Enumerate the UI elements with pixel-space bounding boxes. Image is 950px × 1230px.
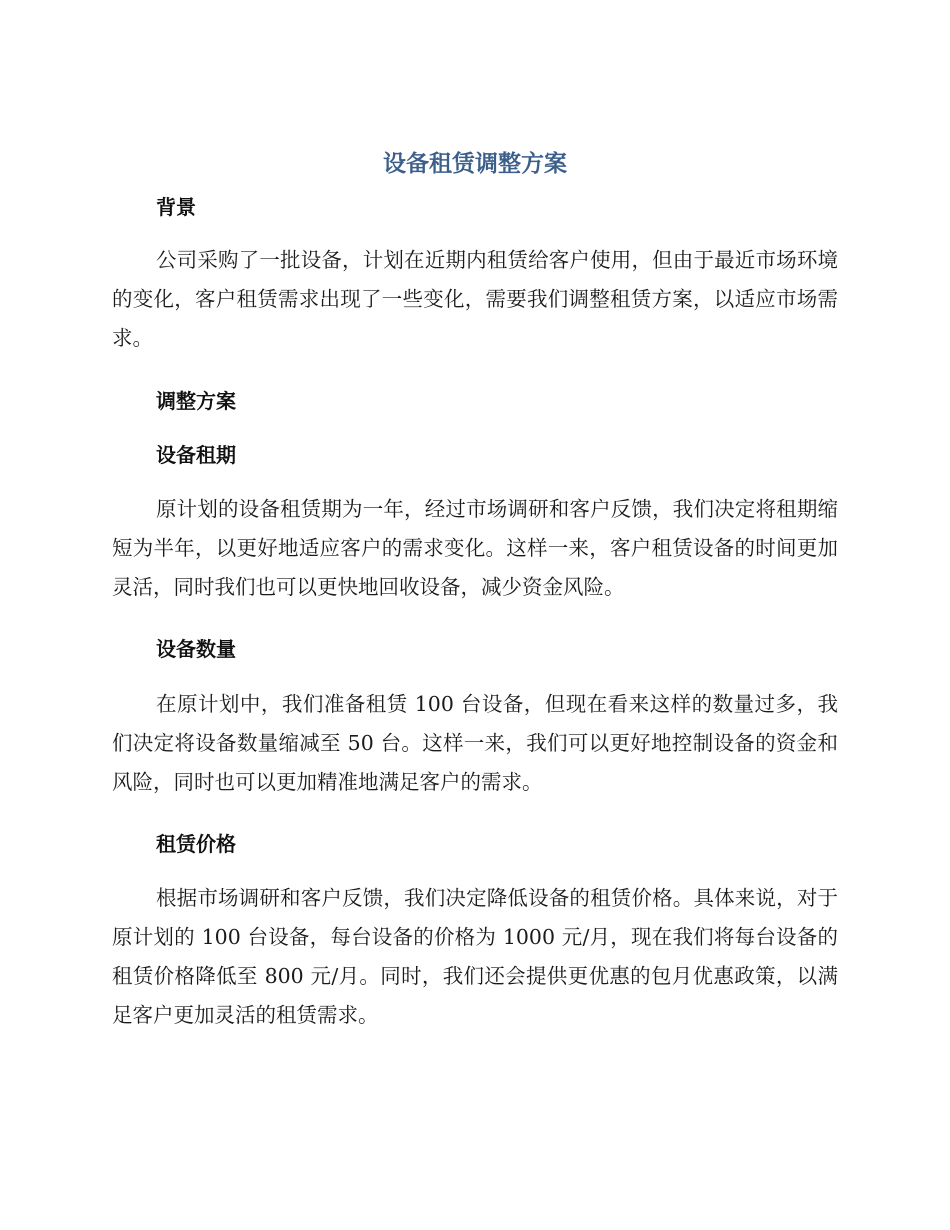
- paragraph-equipment-quantity: 在原计划中，我们准备租赁 100 台设备，但现在看来这样的数量过多，我们决定将设备数量缩减至 50 台。这样一来，我们可以更好地控制设备的资金和风险，同时也可以更加精准地满足客户的需求。: [112, 692, 838, 794]
- paragraph-lease-term: 原计划的设备租赁期为一年，经过市场调研和客户反馈，我们决定将租期缩短为半年，以更好地适应客户的需求变化。这样一来，客户租赁设备的时间更加灵活，同时我们也可以更快地回收设备，减少资金风险。: [112, 497, 838, 599]
- section-heading-rental-price: 租赁价格: [156, 832, 236, 856]
- section-heading-adjustment-plan: 调整方案: [156, 389, 236, 413]
- paragraph-rental-price: 根据市场调研和客户反馈，我们决定降低设备的租赁价格。具体来说，对于原计划的 100 台设备，每台设备的价格为 1000 元/月，现在我们将每台设备的租赁价格降低至 800 元/月。同时，我们还会提供更优惠的包月优惠政策，以满足客户更加灵活的租赁需求。: [112, 886, 838, 1027]
- section-heading-equipment-quantity: 设备数量: [156, 637, 236, 661]
- paragraph-background: 公司采购了一批设备，计划在近期内租赁给客户使用，但由于最近市场环境的变化，客户租赁需求出现了一些变化，需要我们调整租赁方案，以适应市场需求。: [112, 248, 838, 350]
- section-heading-lease-term: 设备租期: [156, 443, 236, 467]
- section-heading-background: 背景: [156, 195, 196, 219]
- document-title: 设备租赁调整方案: [383, 151, 567, 177]
